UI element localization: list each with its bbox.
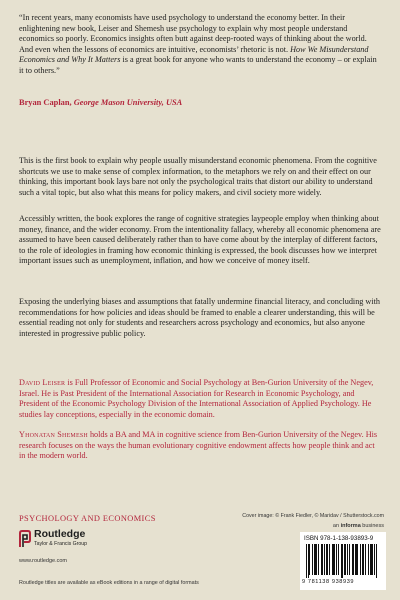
ebook-note: Routledge titles are available as eBook editions in a range of digital formats bbox=[19, 580, 199, 586]
barcode-bar bbox=[371, 544, 372, 575]
barcode-digits: 9 781138 938939 bbox=[302, 579, 355, 585]
barcode-bar bbox=[321, 544, 322, 575]
barcode-bar bbox=[347, 544, 348, 575]
barcode-bar bbox=[345, 544, 346, 575]
barcode-bar bbox=[318, 544, 319, 575]
barcode-bar bbox=[355, 544, 356, 575]
barcode-bar bbox=[349, 544, 350, 575]
barcode-bar bbox=[352, 544, 353, 575]
barcode-bar bbox=[326, 544, 327, 575]
barcode-bar bbox=[370, 544, 371, 575]
author-name-1: David Leiser bbox=[19, 378, 66, 387]
quote-text-after: is a great book for anyone who wants to understand the economy – or explain it to others.” bbox=[19, 55, 377, 75]
barcode-bar bbox=[329, 544, 330, 575]
publisher-name: Routledge bbox=[34, 528, 86, 540]
quote-book-title: How We Misunderstand Economics and Why It Matters bbox=[19, 44, 369, 65]
barcode-bar bbox=[315, 544, 316, 575]
barcode-bar bbox=[306, 544, 307, 578]
publisher-website: www.routledge.com bbox=[19, 558, 67, 564]
barcode-bar bbox=[353, 544, 354, 575]
barcode-bar bbox=[334, 544, 335, 575]
subject-category: PSYCHOLOGY AND ECONOMICS bbox=[19, 514, 156, 523]
barcode-bar bbox=[342, 544, 343, 578]
barcode-bar bbox=[360, 544, 361, 575]
author-bio-text-1: is Full Professor of Economic and Social Psychology at Ben-Gurion University of the Negev, Israel. He is Past President of the International Association for Research in Economic Psychology, and President of the Economic Psychology Division of the International Association of Applied Psychology. He studies lay conceptions, especially in the economic domain. bbox=[19, 378, 374, 419]
author-bio-1 bbox=[19, 378, 381, 420]
quote-text-before: “In recent years, many economists have used psychology to understand the economy better. In their enlightening new book, Leiser and Shemesh use psychology to explain why most people understand economics so poorly. Economics insights often butt against deep-rooted ways of thinking about the world. And even when the lessons of economics are intuitive, economists’ rhetoric is not. bbox=[19, 13, 367, 54]
author-name-2: Yhonatan Shemesh bbox=[19, 430, 88, 439]
barcode-bar bbox=[322, 544, 323, 575]
description-paragraph-1: This is the first book to explain why people usually misunderstand economic phenomena. From the cognitive shortcuts we use to make sense of complex information, to the metaphors we rely on and their effect on our thinking, this important book lays bare not only the psychological traits that distort our ability to understand such a vital topic, but also what this means for policy makers, and civil society more widely. bbox=[19, 156, 377, 197]
cover-image-credit: Cover image: © Frank Fiedler, © Maridav / Shutterstock.com bbox=[242, 513, 384, 519]
publisher-group: Taylor & Francis Group bbox=[34, 541, 88, 547]
barcode-bar bbox=[332, 544, 333, 575]
barcode-bar bbox=[314, 544, 315, 575]
barcode-panel bbox=[300, 532, 386, 590]
endorsement-quote bbox=[19, 13, 381, 77]
barcode-bar bbox=[338, 544, 339, 575]
barcode-bar bbox=[363, 544, 364, 575]
barcode-bar bbox=[308, 544, 309, 578]
author-bio-text-2: holds a BA and MA in cognitive science from Ben-Gurion University of the Negev. His research focuses on the ways the human evolutionary cognitive endowment affects how people think and act in the modern world. bbox=[19, 430, 378, 461]
barcode-bar bbox=[316, 544, 317, 575]
barcode-bar bbox=[344, 544, 345, 575]
barcode-bar bbox=[309, 544, 310, 575]
barcode-bar bbox=[312, 544, 313, 575]
description-paragraph-3: Exposing the underlying biases and assumptions that fatally undermine financial literacy, and concluding with recommendations for how policies and ideas should be framed to enable a clearer understanding, this will be essential reading not only for students and researchers across psychology and economics, but also anyone interested in progressive public policy. bbox=[19, 297, 380, 338]
informa-prefix: an bbox=[332, 523, 341, 529]
barcode-bar bbox=[376, 544, 377, 578]
informa-suffix: business bbox=[360, 523, 384, 529]
barcode-bar bbox=[362, 544, 363, 575]
informa-tagline bbox=[333, 523, 384, 529]
barcode-bar bbox=[356, 544, 357, 575]
barcode-bar bbox=[341, 544, 342, 578]
attribution-affiliation: George Mason University, USA bbox=[73, 98, 183, 107]
informa-brand: informa bbox=[340, 523, 361, 529]
barcode-bar bbox=[365, 544, 366, 575]
isbn-number: ISBN 978-1-138-93893-9 bbox=[304, 535, 374, 542]
barcode-bar bbox=[327, 544, 328, 575]
barcode-image bbox=[306, 544, 380, 578]
routledge-logo-icon bbox=[19, 530, 31, 548]
barcode-bar bbox=[357, 544, 358, 575]
barcode-bar bbox=[324, 544, 325, 575]
barcode-bar bbox=[372, 544, 373, 575]
barcode-bar bbox=[368, 544, 369, 575]
barcode-bar bbox=[336, 544, 337, 575]
barcode-bar bbox=[374, 544, 375, 575]
barcode-bar bbox=[333, 544, 334, 575]
author-bio-2 bbox=[19, 430, 381, 462]
attribution-name: Bryan Caplan, bbox=[19, 98, 74, 107]
endorsement-attribution bbox=[19, 98, 182, 107]
description-paragraph-2: Accessibly written, the book explores the range of cognitive strategies laypeople employ when thinking about money, finance, and the wider economy. From the intentionality fallacy, whereby all economic phenomena are assumed to have been caused deliberately rather than to have come about by the interplay of different factors, to the role of ideologies in framing how economic thinking is expressed, the book discusses how we interpret important issues such as unemployment, inflation, and how we conceive of money itself. bbox=[19, 214, 381, 266]
